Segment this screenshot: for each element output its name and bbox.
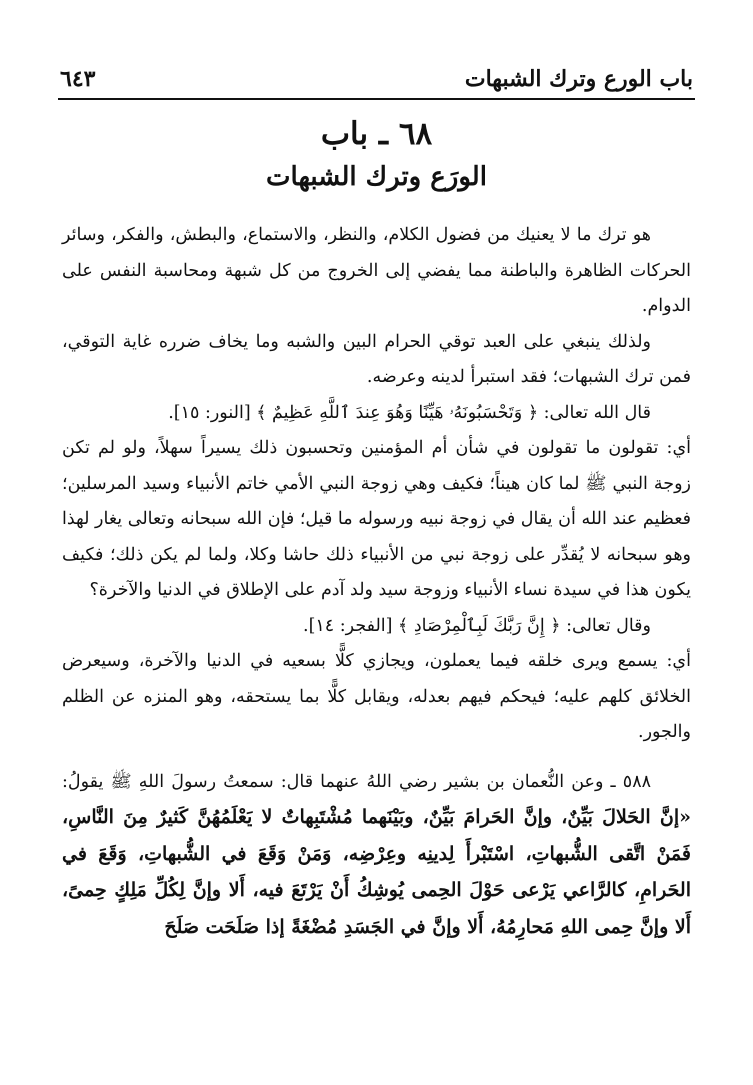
chapter-title: الورَع وترك الشبهات — [266, 162, 487, 192]
tafsir-al-fajr: أي: يسمع ويرى خلقه فيما يعملون، ويجازي كلًّا بسعيه في الدنيا والآخرة، وسيعرض الخلائق كلهم عليه؛ فيحكم فيهم بعدله، ويقابل كلًّا بما يستحقه، وهو المنزه عن الظلم والجور. — [62, 651, 691, 742]
hadith-intro: ٥٨٨ ـ وعن النُّعمان بن بشير رضي اللهُ عنهما قال: سمعتُ رسولَ اللهِ ﷺ يقولُ: — [62, 771, 651, 792]
running-title: باب الورع وترك الشبهات — [464, 66, 693, 92]
hadith-text: «إنَّ الحَلالَ بَيِّنٌ، وإنَّ الحَرامَ بَيِّنٌ، وبَيْنَهما مُشْتَبِهاتٌ لا يَعْلَمُهُنَّ كَثيرٌ مِنَ النَّاسِ، فَمَنْ اتَّقى الشُّبهاتِ، اسْتَبْرأَ لِدينِه وعِرْضِه، وَمَنْ وَقَعَ في الشُّبهاتِ، وَقَعَ في الحَرامِ، كالرَّاعي يَرْعى حَوْلَ الحِمى يُوشِكُ أَنْ يَرْتَعَ فيه، أَلا وإنَّ لِكُلِّ مَلِكٍ حِمىً، أَلا وإنَّ حِمى اللهِ مَحارِمُهُ، أَلا وإنَّ في الجَسَدِ مُضْغَةً إذا صَلَحَت صَلَحَ — [62, 806, 691, 938]
verse-al-fajr: وقال تعالى: ﴿ إِنَّ رَبَّكَ لَبِٱلْمِرْصَادِ ﴾ [الفجر: ١٤]. — [303, 615, 651, 636]
page-number: ٦٤٣ — [60, 66, 96, 92]
paragraph-definition: هو ترك ما لا يعنيك من فضول الكلام، والنظر، والاستماع، والبطش، والفكر، وسائر الحركات الظاهرة والباطنة مما يفضي إلى الخروج من كل شبهة ومحاسبة النفس على الدوام. — [62, 225, 691, 316]
tafsir-an-nur: أي: تقولون ما تقولون في شأن أم المؤمنين وتحسبون ذلك يسيراً سهلاً، ولو لم تكن زوجة النبي ﷺ لما كان هيناً؛ فكيف وهي زوجة النبي الأمي خاتم الأنبياء وسيد المرسلين؛ فعظيم عند الله أن يقال في زوجة نبيه ورسوله ما قيل؛ فإن الله سبحانه وتعالى يغار لهذا وهو سبحانه لا يُقدِّر على زوجة نبي من الأنبياء ذلك حاشا وكلا، ولما لم يكن ذلك؛ فكيف يكون هذا في سيدة نساء الأنبياء وزوجة سيد ولد آدم على الإطلاق في الدنيا والآخرة؟ — [62, 438, 691, 600]
chapter-number: ٦٨ ـ باب — [320, 116, 433, 152]
paragraph-guidance: ولذلك ينبغي على العبد توقي الحرام البين والشبه وما يخاف ضرره غاية التوقي، فمن ترك الشبهات؛ فقد استبرأ لدينه وعرضه. — [62, 331, 691, 387]
page-body — [62, 218, 691, 946]
header-rule — [58, 98, 695, 100]
running-header — [60, 58, 693, 92]
hadith-588 — [62, 765, 691, 947]
verse-an-nur: قال الله تعالى: ﴿ وَتَحْسَبُونَهُۥ هَيِّنًا وَهُوَ عِندَ ٱللَّهِ عَظِيمٌ ﴾ [النور: ١٥]. — [168, 402, 651, 423]
